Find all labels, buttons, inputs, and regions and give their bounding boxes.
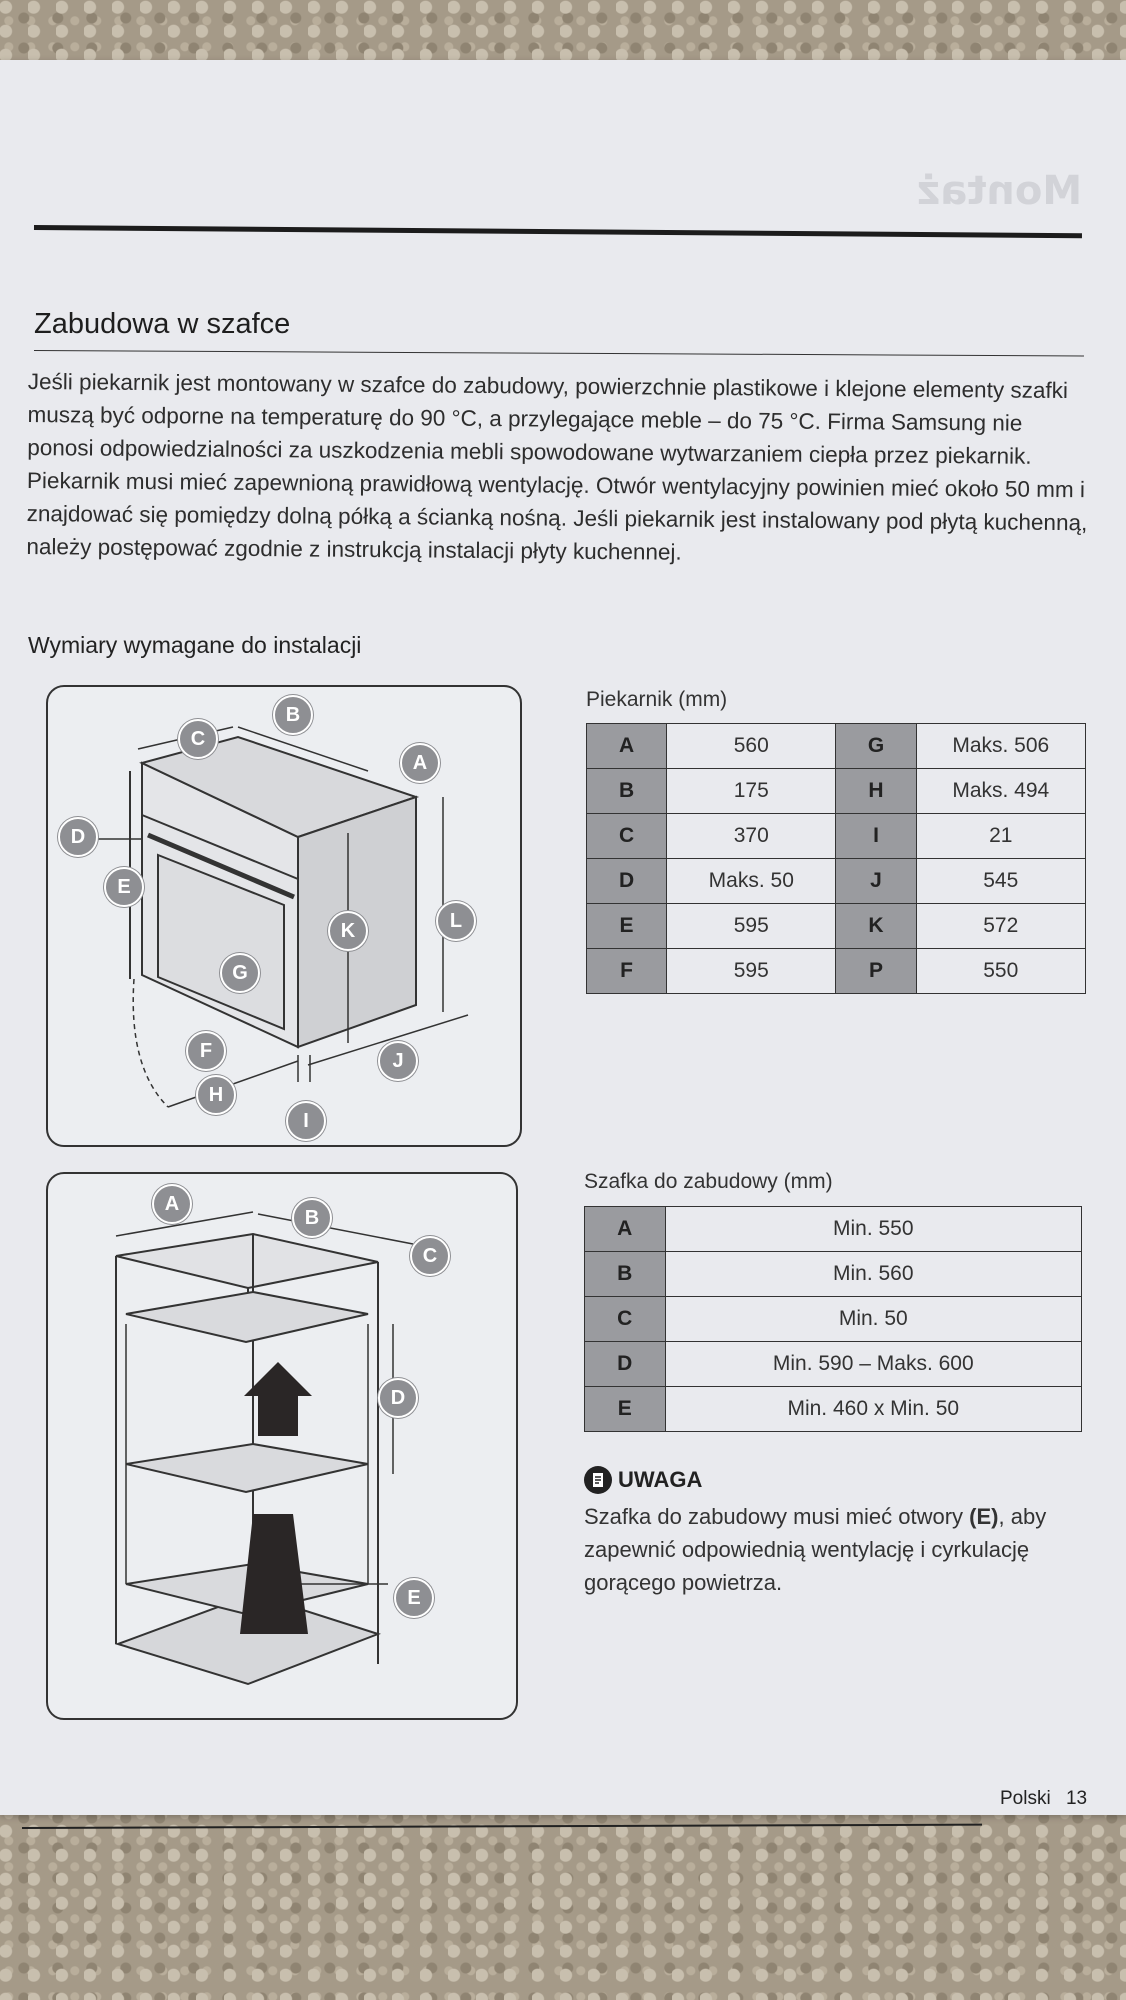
cabinet-label-e: E xyxy=(394,1578,434,1618)
oven-value: Maks. 506 xyxy=(916,724,1085,769)
oven-key: P xyxy=(836,949,916,994)
oven-value: 370 xyxy=(667,814,836,859)
oven-label-e: E xyxy=(104,867,144,907)
oven-label-h: H xyxy=(196,1075,236,1115)
note-text-before: Szafka do zabudowy musi mieć otwory xyxy=(584,1504,970,1529)
oven-value: Maks. 50 xyxy=(667,859,836,904)
cabinet-table-row xyxy=(585,1297,1082,1342)
oven-label-d: D xyxy=(58,817,98,857)
cabinet-value: Min. 590 – Maks. 600 xyxy=(665,1342,1081,1387)
cabinet-table-row xyxy=(585,1387,1082,1432)
oven-key: H xyxy=(836,769,916,814)
cabinet-value: Min. 560 xyxy=(665,1252,1081,1297)
cabinet-table-row xyxy=(585,1252,1082,1297)
ghost-heading: Montaż xyxy=(916,168,1082,214)
note-text xyxy=(584,1500,1064,1599)
oven-table-row xyxy=(587,769,1086,814)
note-icon xyxy=(584,1466,612,1494)
top-rule xyxy=(34,225,1082,238)
oven-value: Maks. 494 xyxy=(916,769,1085,814)
oven-value: 175 xyxy=(667,769,836,814)
oven-table-row xyxy=(587,814,1086,859)
cabinet-diagram xyxy=(46,1172,518,1720)
oven-key: E xyxy=(587,904,667,949)
note-text-after: , aby zapewnić odpowiednią wentylację i cyrkulację gorącego powietrza. xyxy=(584,1504,1047,1595)
cabinet-key: C xyxy=(585,1297,666,1342)
oven-key: K xyxy=(836,904,916,949)
oven-label-k: K xyxy=(328,911,368,951)
cabinet-key: D xyxy=(585,1342,666,1387)
oven-value: 572 xyxy=(916,904,1085,949)
oven-label-f: F xyxy=(186,1031,226,1071)
page-number: 13 xyxy=(1065,1788,1088,1809)
oven-diagram xyxy=(46,685,522,1147)
bottom-rule xyxy=(22,1824,982,1829)
paragraph-heat: Jeśli piekarnik jest montowany w szafce do zabudowy, powierzchnie plastikowe i klejone elementy szafki muszą być odporne na temperaturę do 90 °C, a przylegające meble – do 75 °C. Firma Samsung nie ponosi odpowiedzialności za uszkodzenia mebli spowodowane wytwarzaniem ciepła przez piekarnik. xyxy=(27,368,1069,469)
cabinet-key: B xyxy=(585,1252,666,1297)
oven-value: 550 xyxy=(916,949,1085,994)
cabinet-value: Min. 460 x Min. 50 xyxy=(665,1387,1081,1432)
oven-label-g: G xyxy=(220,953,260,993)
oven-value: 560 xyxy=(667,724,836,769)
cabinet-value: Min. 50 xyxy=(665,1297,1081,1342)
oven-table-row xyxy=(587,904,1086,949)
oven-label-l: L xyxy=(436,901,476,941)
cabinet-label-b: B xyxy=(292,1198,332,1238)
cabinet-table-row xyxy=(585,1342,1082,1387)
oven-key: F xyxy=(587,949,667,994)
oven-label-j: J xyxy=(378,1041,418,1081)
oven-key: D xyxy=(587,859,667,904)
oven-value: 595 xyxy=(667,949,836,994)
oven-label-b: B xyxy=(273,695,313,735)
dimensions-subtitle: Wymiary wymagane do instalacji xyxy=(28,632,362,658)
oven-value: 21 xyxy=(916,814,1085,859)
oven-key: A xyxy=(587,724,667,769)
cabinet-table-caption: Szafka do zabudowy (mm) xyxy=(584,1170,833,1193)
footer xyxy=(1000,1788,1087,1810)
oven-key: J xyxy=(836,859,916,904)
cabinet-table-row xyxy=(585,1207,1082,1252)
oven-table-caption: Piekarnik (mm) xyxy=(586,688,728,711)
cabinet-label-d: D xyxy=(378,1378,418,1418)
note-text-bold: (E) xyxy=(969,1504,999,1529)
cabinet-dimensions-table xyxy=(584,1206,1082,1432)
oven-label-i: I xyxy=(286,1101,326,1141)
oven-table-row xyxy=(587,859,1086,904)
note-heading: UWAGA xyxy=(618,1467,703,1492)
oven-dimensions-table xyxy=(586,723,1086,994)
oven-value: 545 xyxy=(916,859,1085,904)
oven-table-row xyxy=(587,724,1086,769)
oven-key: C xyxy=(587,814,667,859)
manual-page xyxy=(0,60,1126,1815)
oven-value: 595 xyxy=(667,904,836,949)
oven-key: B xyxy=(587,769,667,814)
intro-text xyxy=(26,365,1090,572)
oven-table-row xyxy=(587,949,1086,994)
cabinet-label-a: A xyxy=(152,1184,192,1224)
oven-label-c: C xyxy=(178,719,218,759)
oven-key: G xyxy=(836,724,916,769)
oven-label-a: A xyxy=(400,743,440,783)
section-title: Zabudowa w szafce xyxy=(34,308,291,340)
paragraph-ventilation: Piekarnik musi mieć zapewnioną prawidłową wentylację. Otwór wentylacyjny powinien mieć około 50 mm i znajdować się pomiędzy dolną półką a ścianką nośną. Jeśli piekarnik jest instalowany pod płytą kuchenną, należy postępować zgodnie z instrukcją instalacji płyty kuchennej. xyxy=(26,467,1088,565)
cabinet-value: Min. 550 xyxy=(665,1207,1081,1252)
oven-key: I xyxy=(836,814,916,859)
section-rule xyxy=(34,350,1084,356)
note-heading-row xyxy=(584,1466,702,1494)
footer-language: Polski xyxy=(1000,1788,1051,1809)
cabinet-key: A xyxy=(585,1207,666,1252)
cabinet-key: E xyxy=(585,1387,666,1432)
cabinet-label-c: C xyxy=(410,1236,450,1276)
